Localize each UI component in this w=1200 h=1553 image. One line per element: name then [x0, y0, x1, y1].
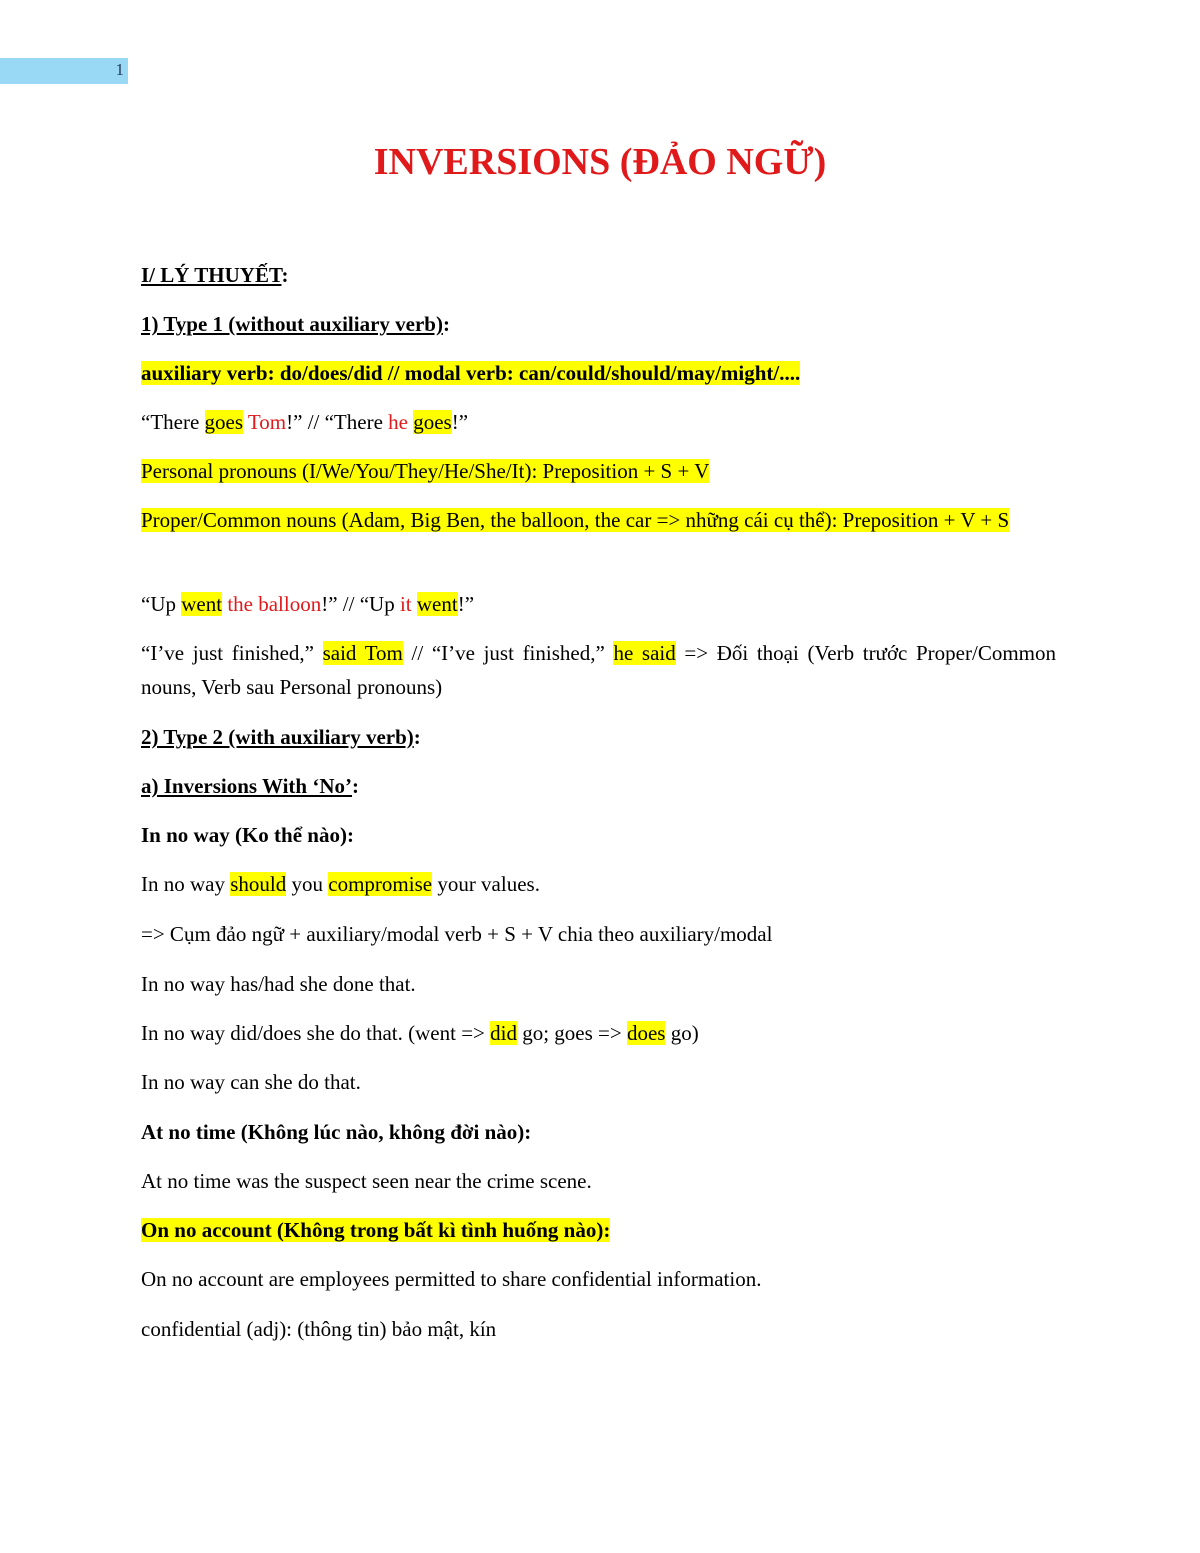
in-no-way-heading: In no way (Ko thể nào): — [141, 823, 354, 847]
page-number-bar — [0, 58, 128, 84]
rule-personal-pronouns: Personal pronouns (I/We/You/They/He/She/It): Preposition + S + V — [141, 459, 710, 483]
rule-proper-nouns: Proper/Common nouns (Adam, Big Ben, the balloon, the car => những cái cụ thể): Preposition + V + S — [141, 508, 1010, 532]
example-in-no-way-should: In no way should you compromise your values. — [141, 872, 540, 896]
example-in-no-way-has: In no way has/had she done that. — [141, 972, 416, 996]
example-said-tom: “I’ve just finished,” said Tom // “I’ve just finished,” he said => Đối thoại (Verb trước Proper/Common nouns, Verb sau Personal pronouns) — [141, 641, 1056, 699]
type1-heading: 1) Type 1 (without auxiliary verb): — [141, 312, 450, 336]
inversion-formula: => Cụm đảo ngữ + auxiliary/modal verb + S + V chia theo auxiliary/modal — [141, 922, 773, 946]
example-at-no-time: At no time was the suspect seen near the crime scene. — [141, 1169, 592, 1193]
example-in-no-way-did: In no way did/does she do that. (went => did go; goes => does go) — [141, 1021, 699, 1045]
at-no-time-heading: At no time (Không lúc nào, không đời nào): — [141, 1120, 532, 1144]
aux-verb-note: auxiliary verb: do/does/did // modal verb: can/could/should/may/might/.... — [141, 361, 801, 385]
example-on-no-account: On no account are employees permitted to share confidential information. — [141, 1267, 762, 1291]
subsection-inversions-no: a) Inversions With ‘No’: — [141, 774, 359, 798]
page-number: 1 — [115, 60, 124, 79]
document-title: INVERSIONS (ĐẢO NGỮ) — [373, 141, 827, 183]
example-in-no-way-can: In no way can she do that. — [141, 1070, 361, 1094]
on-no-account-heading: On no account (Không trong bất kì tình huống nào): — [141, 1218, 611, 1242]
section-heading-theory: I/ LÝ THUYẾT: — [141, 263, 289, 287]
example-there-goes-tom: “There goes Tom!” // “There he goes!” — [141, 410, 469, 434]
type2-heading: 2) Type 2 (with auxiliary verb): — [141, 725, 421, 749]
example-up-went-balloon: “Up went the balloon!” // “Up it went!” — [141, 592, 475, 616]
vocab-confidential: confidential (adj): (thông tin) bảo mật, kín — [141, 1317, 497, 1341]
